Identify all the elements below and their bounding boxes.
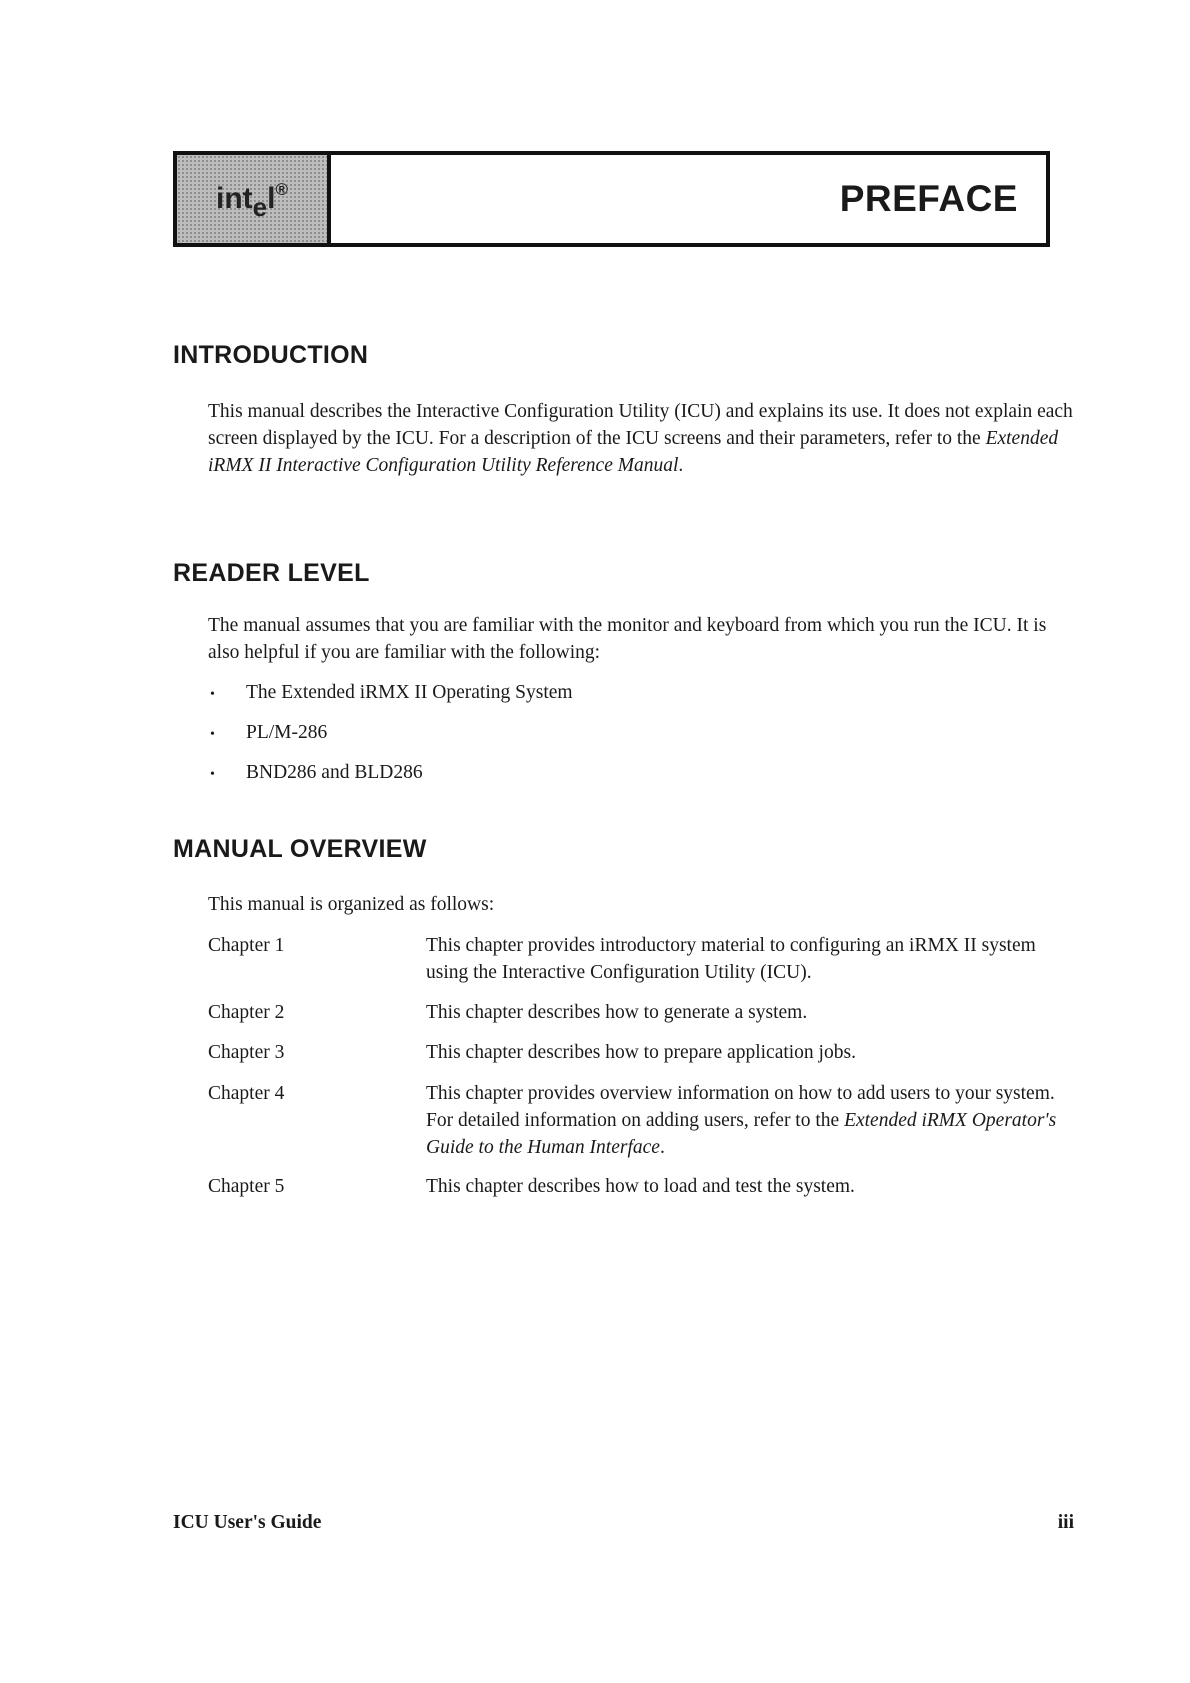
bullet-icon: • xyxy=(210,727,215,742)
registered-mark: ® xyxy=(275,180,288,199)
introduction-text: This manual describes the Interactive Configuration Utility (ICU) and explains its use. It does not explain each screen displayed by the ICU. For a description of the ICU screens and their parameters, refer to the xyxy=(208,401,1073,449)
chapter-label: Chapter 1 xyxy=(208,935,285,956)
page-number: iii xyxy=(1057,1512,1074,1533)
intel-logo xyxy=(177,155,331,243)
chapter-description-end: . xyxy=(659,1137,665,1158)
logo-l: l xyxy=(267,182,276,215)
chapter-label: Chapter 5 xyxy=(208,1176,285,1197)
chapter-description: This chapter describes how to prepare application jobs. xyxy=(426,1042,856,1063)
list-item-text: BND286 and BLD286 xyxy=(246,762,423,783)
chapter-label: Chapter 2 xyxy=(208,1002,285,1023)
chapter-description xyxy=(426,1080,1078,1161)
list-item xyxy=(210,759,423,788)
introduction-text-end: . xyxy=(678,455,684,476)
chapter-reference-title: Extended iRMX Operator's Guide to the Human Interface xyxy=(426,1110,1057,1158)
bullet-icon: • xyxy=(210,767,215,782)
reader-level-paragraph: The manual assumes that you are familiar with the monitor and keyboard from which you run the ICU. It is also helpful if you are familiar with the following: xyxy=(208,615,1047,663)
chapter-description: This chapter describes how to generate a system. xyxy=(426,1002,808,1023)
list-item-text: The Extended iRMX II Operating System xyxy=(246,682,573,703)
introduction-heading: INTRODUCTION xyxy=(173,341,369,369)
manual-overview-intro: This manual is organized as follows: xyxy=(208,894,495,915)
footer-book-title: ICU User's Guide xyxy=(173,1512,322,1533)
manual-overview-heading: MANUAL OVERVIEW xyxy=(173,835,427,863)
chapter-header-box xyxy=(173,151,1050,247)
reader-level-heading: READER LEVEL xyxy=(173,559,370,587)
bullet-icon: • xyxy=(210,687,215,702)
chapter-description: This chapter provides introductory material to configuring an iRMX II system using the Interactive Configuration Utility (ICU). xyxy=(426,935,1036,983)
introduction-reference-title: Extended iRMX II Interactive Configuration Utility Reference Manual xyxy=(208,428,1059,476)
chapter-description: This chapter describes how to load and test the system. xyxy=(426,1176,855,1197)
list-item xyxy=(210,679,573,708)
list-item xyxy=(210,719,327,748)
logo-text: int xyxy=(216,182,253,215)
logo-e: e xyxy=(252,191,268,222)
chapter-label: Chapter 3 xyxy=(208,1042,285,1063)
chapter-description-text: This chapter provides overview information on how to add users to your system. For detailed information on adding users, refer to the xyxy=(426,1083,1055,1131)
chapter-label: Chapter 4 xyxy=(208,1083,285,1104)
page-title: PREFACE xyxy=(839,178,1018,219)
list-item-text: PL/M-286 xyxy=(246,722,328,743)
introduction-paragraph xyxy=(208,398,1078,479)
